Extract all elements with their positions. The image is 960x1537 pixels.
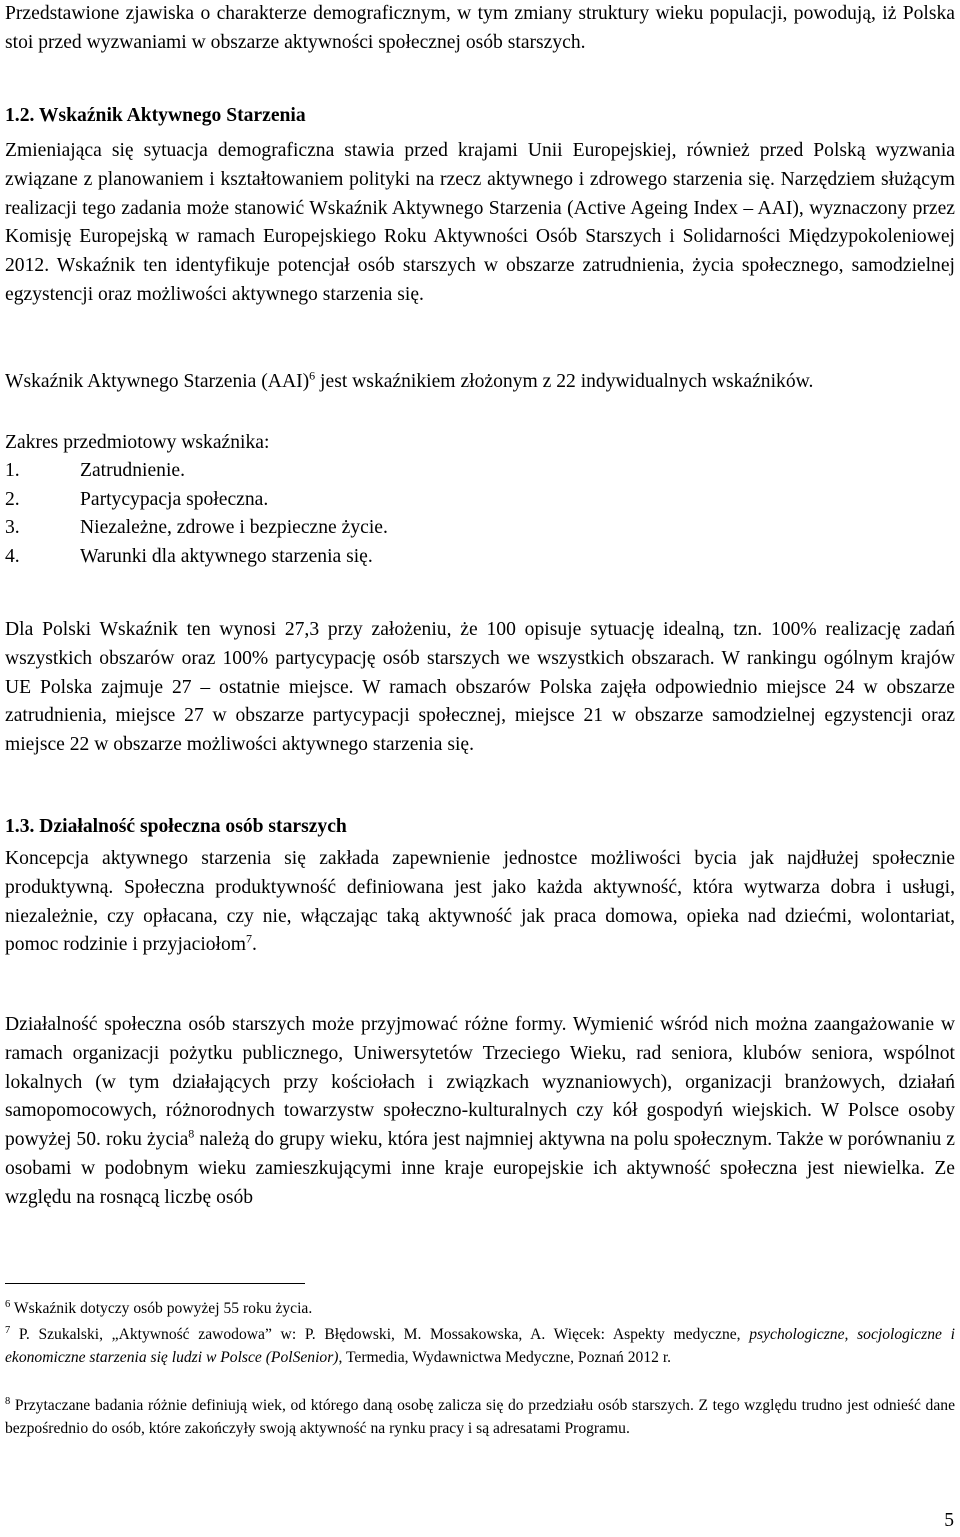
- list-item: 1. Zatrudnienie.: [5, 460, 186, 481]
- footnote-6: $^6$ Wskaźnik dotyczy osób powyżej 55 roku życia.: [5, 1298, 313, 1317]
- section-1-3-paragraph-1: Koncepcja aktywnego starzenia się zakłada zapewnienie jednostce możliwości bycia jak najdłużej społecznie produktywną. Społeczna produktywność definiowana jest jako każda aktywność, która wytwarza dobra i usługi, niezależnie, czy opłacana, czy nie, włączając taką aktywność jak praca domowa, opieka nad dziećmi, wolontariat, pomoc rodzinie i przyjaciołom$^7$.: [5, 848, 955, 956]
- scope-list: [5, 457, 605, 571]
- footnote-ref-6: 6: [309, 368, 316, 383]
- aai-text-tail: jest wskaźnikiem złożonym z 22 indywidualnych wskaźników.: [315, 371, 814, 392]
- footnote-ref-7: 7: [246, 931, 253, 946]
- section-1-3-paragraph-2: Działalność społeczna osób starszych może przyjmować różne formy. Wymienić wśród nich można zaangażowanie w ramach organizacji pożytku publicznego, Uniwersytetów Trzeciego Wieku, rad seniora, klubów seniora, wspólnot lokalnych (w tym działających przy kościołach i związkach wyznaniowych), organizacji branżowych, działań samopomocowych, różnorodnych towarzystw społeczno-kulturalnych czy kół gospodyń wiejskich. W Polsce osoby powyżej 50. roku życia$^8$ należą do grupy wieku, która jest najmniej aktywna na polu społecznym. Także w porównaniu z osobami w podobnym wieku zamieszkującymi inne kraje europejskie ich aktywność społeczna jest niewielka. Ze względu na rosnącą liczbę osób: [5, 1014, 955, 1208]
- section-1-2-paragraph-2: [5, 368, 955, 397]
- section-heading-1-2: 1.2. Wskaźnik Aktywnego Starzenia: [5, 105, 306, 126]
- list-item: 2. Partycypacja społeczna.: [5, 488, 269, 510]
- list-item: 3. Niezależne, zdrowe i bezpieczne życie.: [5, 517, 388, 539]
- list-item: 4. Warunki dla aktywnego starzenia się.: [5, 545, 373, 567]
- section-heading-1-3: 1.3. Działalność społeczna osób starszych: [5, 816, 347, 837]
- intro-paragraph: Przedstawione zjawiska o charakterze demograficznym, w tym zmiany struktury wieku populacji, powodują, iż Polska stoi przed wyzwaniami w obszarze aktywności społecznej osób starszych.: [5, 3, 955, 53]
- footnote-ref-8: 8: [188, 1126, 195, 1141]
- section-1-2-paragraph-3: Dla Polski Wskaźnik ten wynosi 27,3 przy założeniu, że 100 opisuje sytuację idealną, tzn. 100% realizację zadań wszystkich obszarów oraz 100% partycypację osób starszych we wszystkich obszarach. W rankingu ogólnym krajów UE Polska zajmuje 27 – ostatnie miejsce. W ramach obszarów Polska zajęła odpowiednio miejsce 24 w obszarze zatrudnienia, miejsce 27 w obszarze partycypacji społecznej, miejsce 21 w obszarze samodzielnej egzystencji oraz miejsce 22 w obszarze możliwości aktywnego starzenia się.: [5, 619, 955, 756]
- scope-label: Zakres przedmiotowy wskaźnika:: [5, 432, 270, 453]
- section-1-2-paragraph-1: Zmieniająca się sytuacja demograficzna stawia przed krajami Unii Europejskiej, również przed Polską wyzwania związane z planowaniem i kształtowaniem polityki na rzecz aktywnego i zdrowego starzenia się. Narzędziem służącym realizacji tego zadania może stanowić Wskaźnik Aktywnego Starzenia (Active Ageing Index – AAI), wyznaczony przez Komisję Europejską w ramach Europejskiego Roku Aktywności Osób Starszych i Solidarności Międzypokoleniowej 2012. Wskaźnik ten identyfikuje potencjał osób starszych w obszarze zatrudnienia, życia społecznego, samodzielnej egzystencji oraz możliwości aktywnego starzenia się.: [5, 140, 955, 305]
- footnote-7: $^7$ P. Szukalski, „Aktywność zawodowa” w: P. Błędowski, M. Mossakowska, A. Więcek: Aspekty medyczne, psychologiczne, socjologiczne i ekonomiczne starzenia się ludzi w Polsce (PolSenior), Termedia, Wydawnictwa Medyczne, Poznań 2012 r.: [5, 1324, 955, 1367]
- page-number: 5: [944, 1510, 954, 1531]
- aai-text: Wskaźnik Aktywnego Starzenia (AAI): [5, 371, 310, 392]
- footnote-divider: [5, 1283, 305, 1284]
- footnote-8: $^8$ Przytaczane badania różnie definiują wiek, od którego daną osobę zalicza się do przedziału osób starszych. Z tego względu trudno jest odnieść dane bezpośrednio do osób, które zakończyły swoją aktywność na rynku pracy i są adresatami Programu.: [5, 1395, 955, 1438]
